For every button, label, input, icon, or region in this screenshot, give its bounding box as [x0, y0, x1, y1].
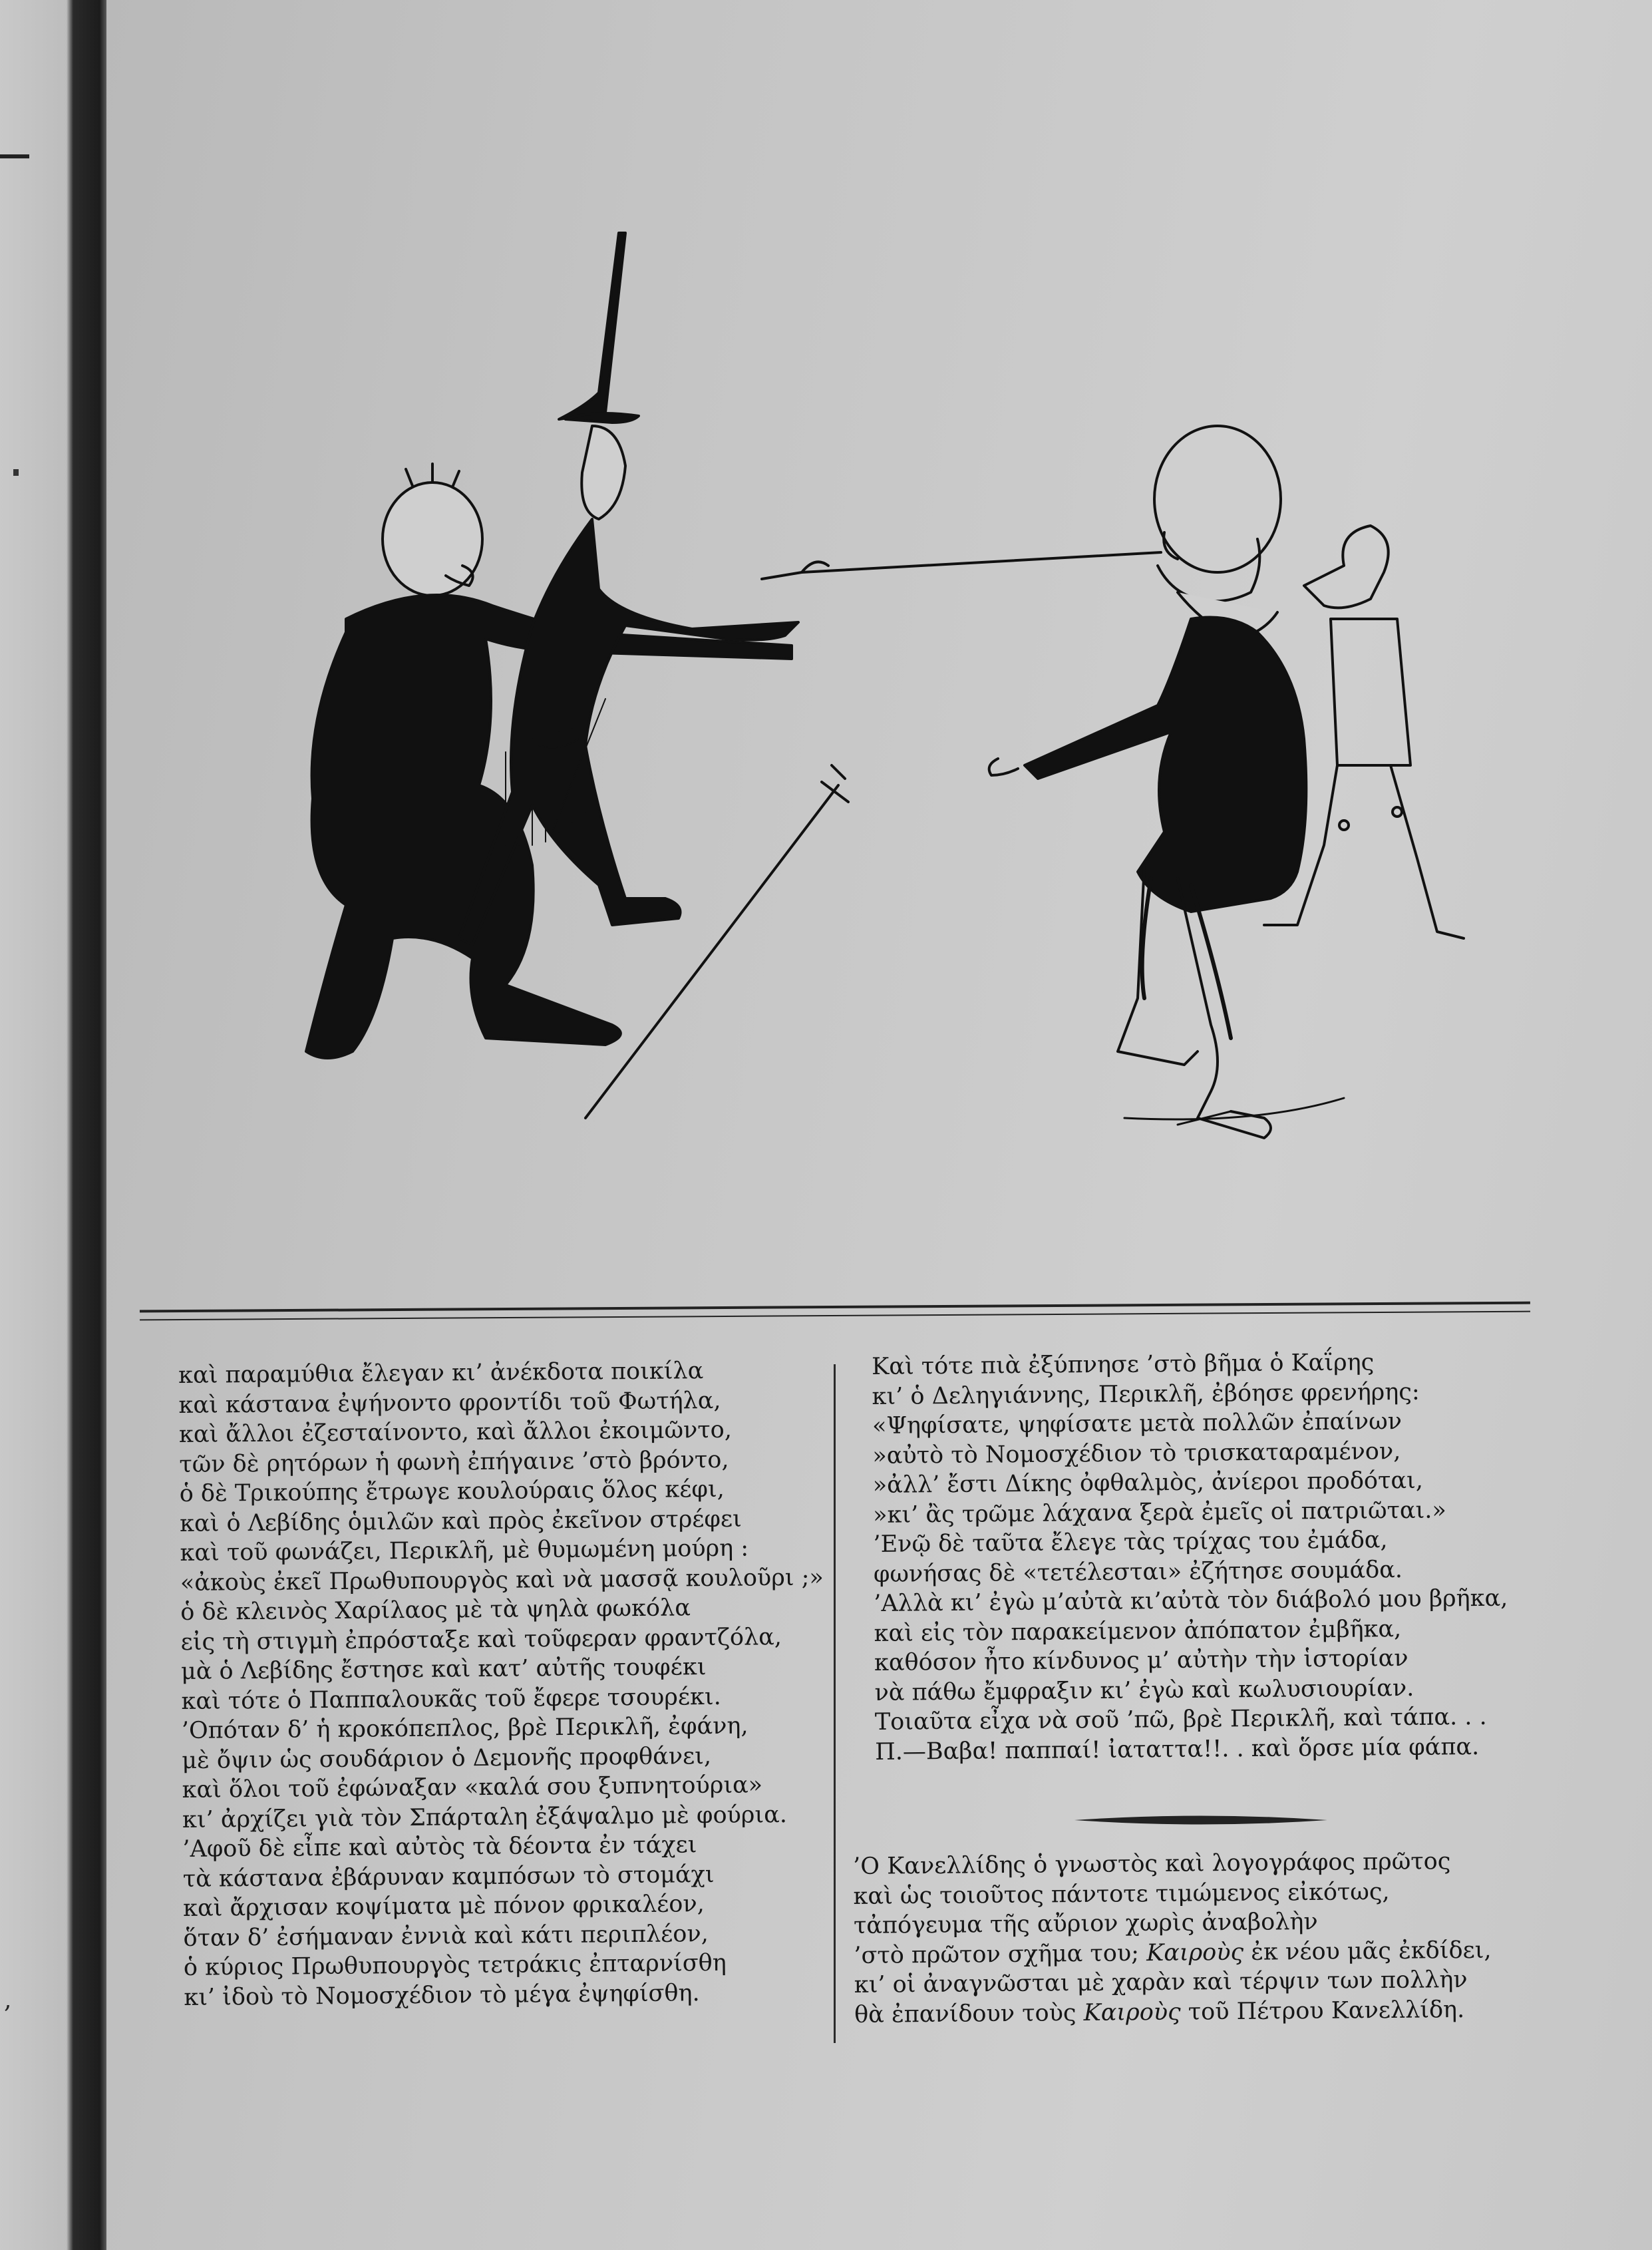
figure-bald-man	[989, 426, 1307, 1138]
verse-line: κι’ ὁ Δεληγιάννης, Περικλῆ, ἐβόησε φρενήρης:	[872, 1378, 1420, 1410]
verse-line: τὰ κάστανα ἐβάρυναν καμπόσων τὸ στομάχι	[182, 1861, 715, 1893]
verse-line: κι’ ἰδοὺ τὸ Νομοσχέδιον τὸ μέγα ἐψηφίσθη.	[184, 1979, 700, 2011]
verse-line: καὶ εἰς τὸν παρακείμενον ἀπόπατον ἐμβῆκα,	[874, 1615, 1402, 1647]
notice-line: κι’ οἱ ἀναγνῶσται μὲ χαρὰν καὶ τέρψιν των πολλὴν	[854, 1966, 1468, 1998]
notice-line: καὶ ὡς τοιοῦτος πάντοτε τιμώμενος εἰκότως,	[853, 1878, 1390, 1910]
kairous-title: Καιροὺς	[1083, 1998, 1181, 2026]
verse-line: Καὶ τότε πιὰ ἐξύπνησε ’στὸ βῆμα ὁ Καΐρης	[872, 1349, 1375, 1380]
notice-text: τοῦ Πέτρου Κανελλίδη.	[1188, 1996, 1465, 2026]
verse-line: κι’ ἀρχίζει γιὰ τὸν Σπάρταλη ἐξάψαλμο μὲ φούρια.	[182, 1801, 788, 1833]
verse-line: καὶ ἄλλοι ἐζεσταίνοντο, καὶ ἄλλοι ἐκοιμῶντο,	[178, 1416, 733, 1448]
notice-text: θὰ ἐπανίδουν τοὺς	[854, 1999, 1076, 2028]
verse-line: καθόσον ἦτο κίνδυνος μ’ αὐτὴν τὴν ἱστορίαν	[874, 1644, 1408, 1676]
verse-line: ὅταν δ’ ἐσήμαναν ἐννιὰ καὶ κάτι περιπλέον,	[183, 1920, 709, 1952]
verse-line: Π.—Βαβα! παππαί! ἰαταττα!!. . καὶ ὅρσε μία φάπα.	[875, 1733, 1480, 1766]
left-page-dot	[13, 469, 19, 476]
verse-line: μὲ ὄψιν ὡς σουδάριον ὁ Δεμονῆς προφθάνει,	[182, 1742, 712, 1774]
verse-line: καὶ κάστανα ἐψήνοντο φροντίδι τοῦ Φωτήλα,	[178, 1387, 721, 1419]
verse-line: μὰ ὁ Λεβίδης ἔστησε καὶ κατ’ αὐτῆς τουφέκι	[180, 1654, 707, 1685]
verse-line: ’Οπόταν δ’ ἡ κροκόπεπλος, βρὲ Περικλῆ, ἐφάνη,	[181, 1712, 748, 1744]
kairous-title: Καιροὺς	[1146, 1939, 1244, 1967]
left-page-mark	[0, 154, 29, 158]
verse-line: Τοιαῦτα εἶχα νὰ σοῦ ’πῶ, βρὲ Περικλῆ, καὶ τάπα. . .	[874, 1703, 1487, 1736]
verse-line: ’Ενῷ δὲ ταῦτα ἔλεγε τὰς τρίχας του ἐμάδα,	[873, 1527, 1388, 1558]
verse-line: »κι’ ἂς τρῶμε λάχανα ξερὰ ἐμεῖς οἱ πατριῶται.»	[872, 1496, 1446, 1529]
verse-line: »αὐτὸ τὸ Νομοσχέδιον τὸ τρισκαταραμένον,	[872, 1437, 1401, 1469]
verse-line: καὶ ἄρχισαν κοψίματα μὲ πόνον φρικαλέον,	[183, 1891, 705, 1922]
verse-line: καὶ ὁ Λεβίδης ὁμιλῶν καὶ πρὸς ἐκεῖνον στρέφει	[179, 1505, 742, 1537]
kanellidis-notice	[853, 1846, 1520, 2030]
figure-tall-hat-man	[459, 233, 1161, 945]
cartoon-illustration	[193, 220, 1477, 1231]
notice-text: ἐκ νέου μᾶς ἐκδίδει,	[1251, 1937, 1492, 1966]
verse-line: καὶ παραμύθια ἔλεγαν κι’ ἀνέκδοτα ποικίλα	[178, 1358, 704, 1389]
verse-line: νὰ πάθω ἔμφραξιν κι’ ἐγὼ καὶ κωλυσιουρίαν.	[874, 1674, 1414, 1706]
verse-line: ’Αλλὰ κι’ ἐγὼ μ’αὐτὰ κι’αὐτὰ τὸν διάβολό μου βρῆκα,	[874, 1585, 1508, 1617]
verse-line: «ἀκοὺς ἐκεῖ Πρωθυπουργὸς καὶ νὰ μασσᾷ κουλοῦρι ;»	[180, 1564, 824, 1596]
ornamental-divider	[1071, 1811, 1331, 1829]
verse-line: φωνήσας δὲ «τετέλεσται» ἐζήτησε σουμάδα.	[873, 1556, 1403, 1588]
notice-text: ’στὸ πρῶτον σχῆμα του;	[854, 1939, 1140, 1969]
verse-line: εἰς τὴ στιγμὴ ἐπρόσταξε καὶ τοῦφεραν φραντζόλα,	[180, 1623, 782, 1656]
right-text-column	[872, 1346, 1554, 1767]
verse-line: καὶ ὅλοι τοῦ ἐφώναξαν «καλά σου ξυπνητούρια»	[182, 1772, 763, 1803]
notice-line: τἀπόγευμα τῆς αὔριον χωρὶς ἀναβολὴν	[853, 1908, 1318, 1939]
left-page-comma: ,	[4, 1986, 12, 2014]
rapier-sword	[585, 765, 848, 1118]
verse-line: καὶ τοῦ φωνάζει, Περικλῆ, μὲ θυμωμένη μούρη :	[180, 1535, 749, 1567]
notice-line	[854, 1994, 1520, 2030]
page-binding-edge	[0, 0, 106, 2250]
column-divider	[834, 1364, 836, 2043]
verse-line: ὁ κύριος Πρωθυπουργὸς τετράκις ἐπταρνίσθη	[183, 1949, 727, 1981]
verse-line: τῶν δὲ ρητόρων ἡ φωνὴ ἐπήγαινε ’στὸ βρόντο,	[179, 1446, 729, 1478]
verse-line: ’Αφοῦ δὲ εἶπε καὶ αὐτὸς τὰ δέοντα ἐν τάχει	[182, 1831, 697, 1863]
verse-line: «Ψηφίσατε, ψηφίσατε μετὰ πολλῶν ἐπαίνων	[872, 1408, 1403, 1439]
verse-line: ὁ δὲ κλεινὸς Χαρίλαος μὲ τὰ ψηλὰ φωκόλα	[180, 1594, 691, 1626]
left-text-column	[178, 1355, 836, 2012]
notice-line: ’Ο Κανελλίδης ὁ γνωστὸς καὶ λογογράφος πρῶτος	[853, 1848, 1451, 1880]
verse-line: καὶ τότε ὁ Παππαλουκᾶς τοῦ ἔφερε τσουρέκι.	[181, 1683, 721, 1715]
verse-line: »ἀλλ’ ἔστι Δίκης ὀφθαλμὸς, ἀνίεροι προδόται,	[872, 1467, 1424, 1499]
verse-line: ὁ δὲ Τρικούπης ἔτρωγε κουλούραις ὅλος κέφι,	[179, 1475, 725, 1507]
